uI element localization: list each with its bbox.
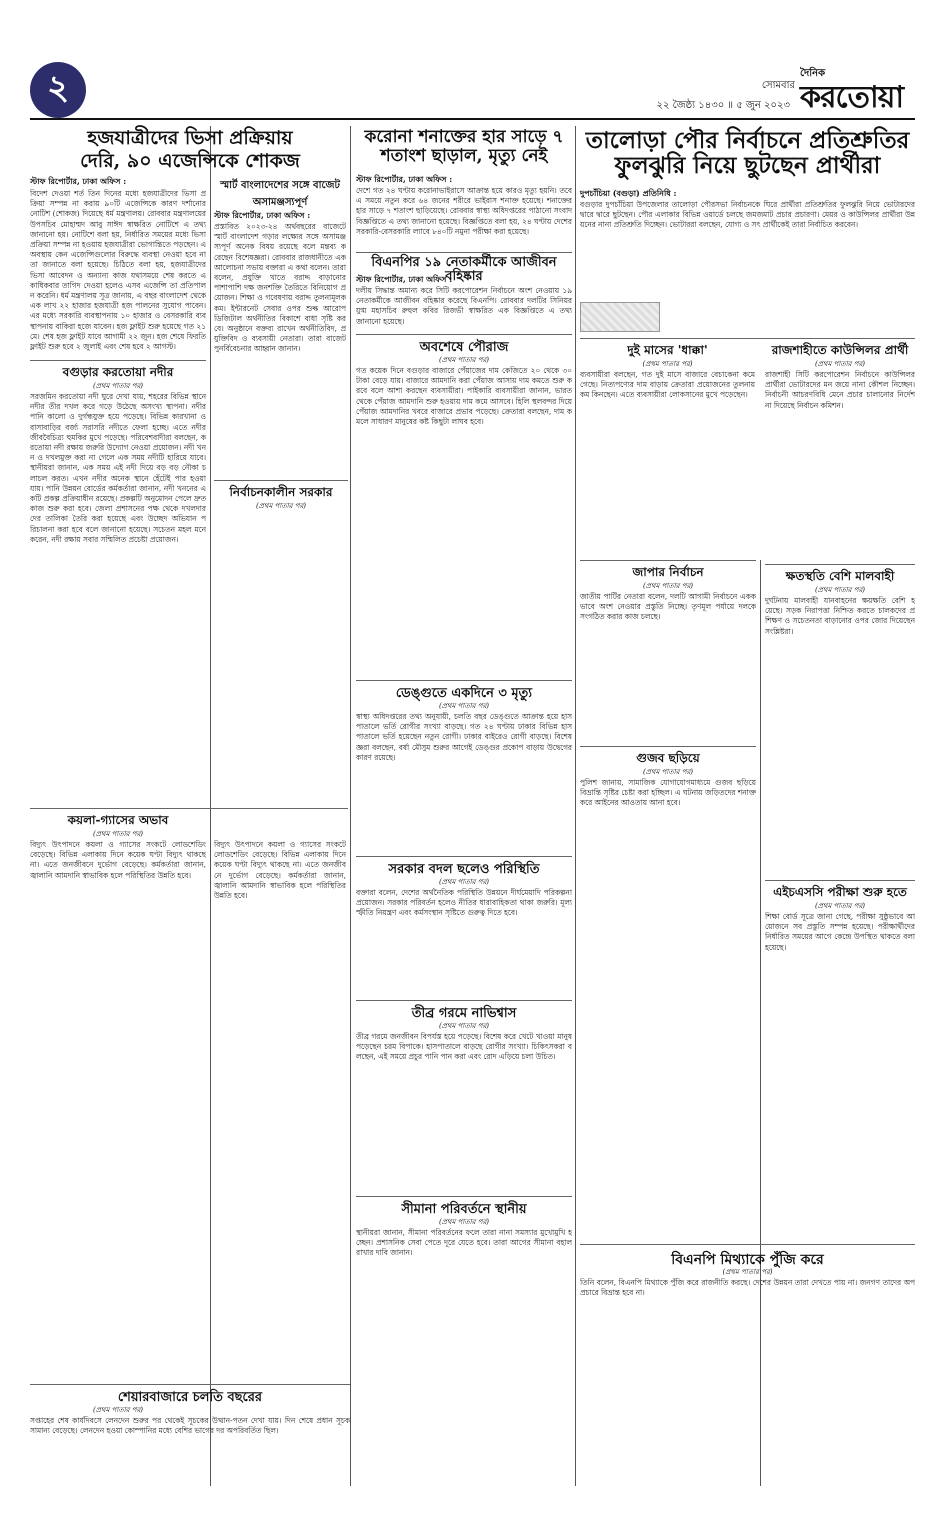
hajj-article (30, 176, 206, 369)
tibro-body: তীব্র গরমে জনজীবন বিপর্যস্ত হয়ে পড়েছে। বিশেষ করে খেটে খাওয়া মানুষ পড়েছেন চরম বিপাকে। হাসপাতালে বাড়ছে রোগীর সংখ্যা। চিকিৎসকরা বলছেন, এই সময়ে প্রচুর পানি পান করা এবং রোদ এড়িয়ে চলা উচিত। (356, 1032, 572, 1062)
divider (356, 1000, 572, 1001)
gujob-body: পুলিশ জানায়, সামাজিক যোগাযোগমাধ্যমে গুজব ছড়িয়ে বিভ্রান্তি সৃষ্টির চেষ্টা করা হচ্ছিল। এ ঘটনায় জড়িতদের শনাক্ত করে আইনের আওতায় আনা হবে। (580, 778, 756, 808)
bnp-byline: স্টাফ রিপোর্টার, ঢাকা অফিস : (356, 274, 453, 284)
brand-small: দৈনিক (800, 68, 826, 79)
nirbachon-continued: (প্রথম পাতার পর) (255, 502, 307, 510)
obosheshe-body: গত কয়েক দিনে বগুড়ার বাজারে পেঁয়াজের দাম কেজিতে ২০ থেকে ৩০ টাকা বেড়ে যায়। বাজারে আমদানি করা পেঁয়াজ আসায় দাম কমতে শুরু করবে বলে আশা করছেন ব্যবসায়ীরা। পাইকারি ব্যবসায়ীরা জানান, ভারত থেকে পেঁয়াজ আমদানি শুরু হওয়ায় দাম কমে আসবে। হিলি স্থলবন্দর দিয়ে পেঁয়াজ আমদানির খবরে বাজারে প্রভাব পড়েছে। ক্রেতারা বলছেন, দাম কমলে সাধারণ মানুষের কষ্ট কিছুটা লাঘব হবে। (356, 366, 572, 427)
bnp-body: দলীয় সিদ্ধান্ত অমান্য করে সিটি করপোরেশন নির্বাচনে অংশ নেওয়ায় ১৯ নেতাকর্মীকে আজীবন বহিষ্কার করেছে বিএনপি। রোববার দলটির সিনিয়র যুগ্ম মহাসচিব রুহুল কবির রিজভী স্বাক্ষরিত এক বিজ্ঞপ্তিতে এ তথ্য জানানো হয়েছে। (356, 286, 572, 326)
rajshahi-body: রাজশাহী সিটি করপোরেশন নির্বাচনে কাউন্সিলর প্রার্থীরা ভোটারদের মন জয়ে নানা কৌশল নিচ্ছেন। নির্বাচনী আচরণবিধি মেনে প্রচার চালানোর নির্দেশনা দিয়েছে নির্বাচন কমিশন। (765, 370, 915, 410)
brand-big: করতোয়া (800, 80, 904, 115)
column-rule (350, 126, 351, 1486)
hajj-headline-1: হজযাত্রীদের ভিসা প্রক্রিয়ায় (87, 127, 293, 149)
hsc-continued: (প্রথম পাতার পর) (814, 902, 866, 910)
top-margin (0, 0, 945, 12)
talora-headline: তালোড়া পৌর নির্বাচনে প্রতিশ্রুতির ফুলঝুরি নিয়ে ছুটছেন প্রার্থীরা (585, 127, 910, 180)
corona-byline: স্টাফ রিপোর্টার, ঢাকা অফিস : (356, 174, 453, 184)
japor-body: জাতীয় পার্টির নেতারা বলেন, দলটি আগামী নির্বাচনে এককভাবে অংশ নেওয়ার প্রস্তুতি নিচ্ছে। তৃণমূল পর্যায়ে দলকে সংগঠিত করার কাজ চলছে। (580, 592, 756, 622)
hsc-body: শিক্ষা বোর্ড সূত্রে জানা গেছে, পরীক্ষা সুষ্ঠুভাবে আয়োজনে সব প্রস্তুতি সম্পন্ন হয়েছে। পরীক্ষার্থীদের নির্ধারিত সময়ের আগে কেন্দ্রে উপস্থিত থাকতে বলা হয়েছে। (765, 912, 915, 952)
obosheshe-headline: অবশেষে পৌরাজ (419, 340, 509, 355)
divider (356, 1196, 572, 1197)
dui-mas-continued: (প্রথম পাতার পর) (642, 360, 693, 368)
obosheshe-continued: (প্রথম পাতার পর) (438, 356, 490, 364)
rajshahi-continued: (প্রথম পাতার পর) (814, 360, 866, 368)
mittha-continued: (প্রথম পাতার পর) (722, 1268, 773, 1276)
khoto-headline: ক্ষতস্থতি বেশি মালবাহী (785, 569, 895, 583)
koyla-body-2: বিদ্যুৎ উৎপাদনে কয়লা ও গ্যাসের সংকটে লোডশেডিং বেড়েছে। বিভিন্ন এলাকায় দিনে কয়েক ঘণ্টা বিদ্যুৎ থাকছে না। এতে জনজীবনে দুর্ভোগ বেড়েছে। কর্মকর্তারা জানান, জ্বালানি আমদানি স্বাভাবিক হলে পরিস্থিতির উন্নতি হবে। (214, 840, 346, 901)
gujob-headline: গুজব ছড়িয়ে (636, 751, 700, 765)
news-photo (580, 302, 660, 332)
japor-headline: জাপার নির্বাচন (632, 565, 704, 579)
sarkar-headline: সরকার বদল ছলেও পরিস্থিতি (388, 862, 540, 877)
masthead-rule (30, 118, 915, 120)
share-body: সপ্তাহের শেষ কার্যদিবসে লেনদেন শুরুর পর থেকেই সূচকের উত্থান-পতন দেখা যায়। দিন শেষে প্রধান সূচক সামান্য বেড়েছে। লেনদেন হওয়া কোম্পানির মধ্যে বেশির ভাগের দর অপরিবর্তিত ছিল। (30, 1416, 350, 1436)
mittha-body: তিনি বলেন, বিএনপি মিথ্যাকে পুঁজি করে রাজনীতি করছে। দেশের উন্নয়ন তারা দেখতে পায় না। জনগণ তাদের অপপ্রচারে বিভ্রান্ত হবে না। (580, 1278, 915, 1298)
corona-body: দেশে গত ২৪ ঘণ্টায় করোনাভাইরাসে আক্রান্ত হয়ে কারও মৃত্যু হয়নি। তবে এ সময়ে নতুন করে ৬৪ জনের শরীরে ভাইরাস শনাক্ত হয়েছে। শনাক্তের হার সাড়ে ৭ শতাংশ ছাড়িয়েছে। রোববার স্বাস্থ্য অধিদপ্তরের পাঠানো সংবাদ বিজ্ঞপ্তিতে এ তথ্য জানানো হয়েছে। বিজ্ঞপ্তিতে বলা হয়, ২৪ ঘণ্টায় দেশের সরকারি-বেসরকারি ল্যাবে ৮৪০টি নমুনা পরীক্ষা করা হয়েছে। (356, 186, 572, 236)
khoto-continued: (প্রথম পাতার পর) (814, 586, 866, 594)
simana-continued: (প্রথম পাতার পর) (438, 1218, 490, 1226)
talora-body: বগুড়ার দুপচাঁচিয়া উপজেলার তালোড়া পৌরসভা নির্বাচনকে ঘিরে প্রার্থীরা প্রতিশ্রুতির ফুলঝুরি নিয়ে ভোটারদের দ্বারে দ্বারে ছুটছেন। পৌর এলাকার বিভিন্ন ওয়ার্ডে চলছে জমজমাট প্রচার প্রচারণা। মেয়র ও কাউন্সিলর প্রার্থীরা উন্নয়নের নানা প্রতিশ্রুতি দিচ্ছেন। ভোটাররা বলছেন, যোগ্য ও সৎ প্রার্থীকেই তারা নির্বাচিত করবেন। (580, 200, 915, 230)
dengue-body: স্বাস্থ্য অধিদপ্তরের তথ্য অনুযায়ী, চলতি বছর ডেঙ্গুতে আক্রান্ত হয়ে হাসপাতালে ভর্তি রোগীর সংখ্যা বাড়ছে। গত ২৪ ঘণ্টায় ঢাকার বিভিন্ন হাসপাতালে ভর্তি হয়েছেন নতুন রোগী। ঢাকার বাইরেও রোগী বাড়ছে। বিশেষজ্ঞরা বলছেন, বর্ষা মৌসুম শুরুর আগেই ডেঙ্গুর প্রকোপ বাড়ায় উদ্বেগের কারণ রয়েছে। (356, 712, 572, 762)
divider (356, 856, 572, 857)
column-rule (210, 126, 211, 1486)
gujob-continued: (প্রথম পাতার পর) (642, 768, 694, 776)
dui-mas-body: ব্যবসায়ীরা বলছেন, গত দুই মাসে বাজারে বেচাকেনা কমে গেছে। নিত্যপণ্যের দাম বাড়ায় ক্রেতারা প্রয়োজনের তুলনায় কম কিনছেন। এতে ব্যবসায়ীরা লোকসানের মুখে পড়েছেন। (580, 370, 755, 400)
hsc-headline: এইচএসসি পরীক্ষা শুরু হতে (773, 885, 907, 899)
divider (580, 338, 915, 339)
smart-byline: স্টাফ রিপোর্টার, ঢাকা অফিস : (214, 210, 311, 220)
dengue-continued: (প্রথম পাতার পর) (438, 702, 490, 710)
sarkar-continued: (প্রথম পাতার পর) (438, 878, 490, 886)
koyla-body: বিদ্যুৎ উৎপাদনে কয়লা ও গ্যাসের সংকটে লোডশেডিং বেড়েছে। বিভিন্ন এলাকায় দিনে কয়েক ঘণ্টা বিদ্যুৎ থাকছে না। এতে জনজীবনে দুর্ভোগ বেড়েছে। কর্মকর্তারা জানান, জ্বালানি আমদানি স্বাভাবিক হলে পরিস্থিতির উন্নতি হবে। (30, 840, 206, 880)
divider (356, 334, 572, 335)
hajj-headline-2: দেরি, ৯০ এজেন্সিকে শোকজ (80, 150, 300, 172)
tibro-headline: তীব্র গরমে নাভিশ্বাস (411, 1006, 517, 1021)
divider (30, 1384, 350, 1385)
date-line: ২২ জৈষ্ঠ্য ১৪৩০ ॥ ৫ জুন ২০২৩ (656, 100, 790, 111)
divider (765, 880, 915, 881)
bnp-headline: বিএনপির ১৯ নেতাকর্মীকে আজীবন বহিষ্কার (371, 255, 557, 285)
sarkar-body: বক্তারা বলেন, দেশের অর্থনৈতিক পরিস্থিতি উন্নয়নে দীর্ঘমেয়াদি পরিকল্পনা প্রয়োজন। সরকার পরিবর্তন হলেও নীতির ধারাবাহিকতা থাকা জরুরি। মূল্যস্ফীতি নিয়ন্ত্রণ এবং কর্মসংস্থান সৃষ্টিতে গুরুত্ব দিতে হবে। (356, 888, 572, 918)
khoto-body: দুর্ঘটনায় মালবাহী যানবাহনের ক্ষয়ক্ষতি বেশি হয়েছে। সড়ক নিরাপত্তা নিশ্চিত করতে চালকদের প্রশিক্ষণ ও সচেতনতা বাড়ানোর ওপর জোর দিয়েছেন সংশ্লিষ্টরা। (765, 596, 915, 636)
karatoya-body: সরজমিন করতোয়া নদী ঘুরে দেখা যায়, শহরের বিভিন্ন স্থানে নদীর তীর দখল করে গড়ে উঠেছে অসংখ্য স্থাপনা। নদীর পানি কালো ও দুর্গন্ধযুক্ত হয়ে পড়েছে। বিভিন্ন কারখানা ও বাসাবাড়ির বর্জ্য সরাসরি নদীতে ফেলা হচ্ছে। এতে নদীর জীববৈচিত্র্য হুমকির মুখে পড়েছে। পরিবেশবাদীরা বলছেন, করতোয়া নদী রক্ষায় জরুরি উদ্যোগ নেওয়া প্রয়োজন। নদী খনন ও দখলমুক্ত করা না গেলে এক সময় নদীটি হারিয়ে যাবে। স্থানীয়রা জানান, এক সময় এই নদী দিয়ে বড় বড় নৌকা চলাচল করত। এখন নদীর অনেক স্থানে হেঁটেই পার হওয়া যায়। পানি উন্নয়ন বোর্ডের কর্মকর্তারা জানান, নদী খননের একটি প্রকল্প প্রক্রিয়াধীন রয়েছে। প্রকল্পটি অনুমোদন পেলে দ্রুত কাজ শুরু করা হবে। জেলা প্রশাসনের পক্ষ থেকে দখলদারদের তালিকা তৈরি করা হয়েছে এবং উচ্ছেদ অভিযান পরিচালনা করা হবে বলে জানানো হয়েছে। সচেতন মহল মনে করেন, নদী রক্ষায় সবার সম্মিলিত প্রচেষ্টা প্রয়োজন। (30, 392, 206, 544)
corona-headline: করোনা শনাক্তের হার সাড়ে ৭ শতাংশ ছাড়াল, মৃত্যু নেই (364, 127, 564, 166)
newspaper-logo (800, 66, 916, 114)
divider (356, 680, 572, 681)
nirbachon-headline: নির্বাচনকালীন সরকার (229, 485, 333, 499)
rajshahi-headline: রাজশাহীতে কাউন্সিলর প্রার্থী (771, 343, 909, 357)
karatoya-headline: বগুড়ার করতোয়া নদীর (62, 365, 174, 379)
talora-byline: দুপচাঁচিয়া (বগুড়া) প্রতিনিধি : (580, 188, 677, 198)
divider (580, 560, 756, 561)
karatoya-continued: (প্রথম পাতার পর) (92, 382, 144, 390)
page-number: ২ (30, 62, 86, 118)
simana-headline: সীমানা পরিবর্তনে স্থানীয় (401, 1202, 527, 1217)
dui-mas-headline: দুই মাসের 'ধাক্কা' (627, 343, 708, 357)
day-name: সোমবার (761, 80, 795, 91)
koyla-continued: (প্রথম পাতার পর) (92, 830, 144, 838)
simana-body: স্থানীয়রা জানান, সীমানা পরিবর্তনের ফলে তারা নানা সমস্যার মুখোমুখি হচ্ছেন। প্রশাসনিক সেবা পেতে দূরে যেতে হবে। তারা আগের সীমানা বহাল রাখার দাবি জানান। (356, 1228, 572, 1258)
divider (580, 746, 756, 747)
mittha-headline: বিএনপি মিথ্যাকে পুঁজি করে (671, 1252, 824, 1268)
hajj-body: বিদেশ দেওয়া শর্ত তিন দিনের মধ্যে হজযাত্রীদের ভিসা প্রক্রিয়া সম্পন্ন না করায় ৯০টি এজেন্সিকে কারণ দর্শানোর নোটিশ (শোকজ) দিয়েছে ধর্ম মন্ত্রণালয়। রোববার মন্ত্রণালয়ের উপসচিব মোহাম্মদ আবু সাঈদ স্বাক্ষরিত নোটিশে এ তথ্য জানানো হয়। নোটিশে বলা হয়, নির্ধারিত সময়ের মধ্যে ভিসা প্রক্রিয়া সম্পন্ন না হওয়ায় হজযাত্রীরা ভোগান্তিতে পড়ছেন। এ অবস্থায় কেন এজেন্সিগুলোর বিরুদ্ধে ব্যবস্থা নেওয়া হবে না তা জানাতে বলা হয়েছে। চিঠিতে বলা হয়, হজযাত্রীদের ভিসা আবেদন ও অন্যান্য কাজ যথাসময়ে শেষ করতে একাধিকবার তাগিদ দেওয়া হলেও এসব এজেন্সি তা প্রতিপালন করেনি। ধর্ম মন্ত্রণালয় সূত্র জানায়, এ বছর বাংলাদেশ থেকে এক লাখ ২২ হাজার হজযাত্রী হজ পালনের সুযোগ পাবেন। এর মধ্যে সরকারি ব্যবস্থাপনায় ১০ হাজার ও বেসরকারি ব্যবস্থাপনায় বাকিরা হজে যাবেন। হজ ফ্লাইট শুরু হয়েছে গত ২১ মে। শেষ হজ ফ্লাইট যাবে আগামী ২২ জুন। হজ শেষে ফিরতি ফ্লাইট শুরু হবে ২ জুলাই এবং শেষ হবে ২ আগস্ট। (30, 189, 206, 352)
divider (30, 360, 206, 361)
divider (765, 564, 915, 565)
hajj-byline: স্টাফ রিপোর্টার, ঢাকা অফিস : (30, 176, 127, 186)
divider (30, 808, 348, 809)
dengue-headline: ডেঙ্গুতে একদিনে ৩ মৃত্যু (395, 686, 533, 701)
japor-continued: (প্রথম পাতার পর) (642, 582, 694, 590)
koyla-headline: কয়লা-গ্যাসের অভাব (67, 813, 169, 827)
share-headline: শেয়ারবাজারে চলতি বছরের (117, 1390, 263, 1405)
smart-body: প্রস্তাবিত ২০২৩-২৪ অর্থবছরের বাজেটে স্মার্ট বাংলাদেশ গড়ার লক্ষ্যের সঙ্গে অসামঞ্জস্যপূর্ণ অনেক বিষয় রয়েছে বলে মন্তব্য করেছেন বিশেষজ্ঞরা। রোববার রাজধানীতে এক আলোচনা সভায় বক্তারা এ কথা বলেন। তারা বলেন, প্রযুক্তি খাতে বরাদ্দ বাড়ানোর পাশাপাশি দক্ষ জনশক্তি তৈরিতে বিনিয়োগ প্রয়োজন। শিক্ষা ও গবেষণায় বরাদ্দ তুলনামূলক কম। ইন্টারনেট সেবার ওপর শুল্ক আরোপ ডিজিটাল অর্থনীতির বিকাশে বাধা সৃষ্টি করবে। অনুষ্ঠানে বক্তব্য রাখেন অর্থনীতিবিদ, প্রযুক্তিবিদ ও ব্যবসায়ী নেতারা। তারা বাজেট পুনর্বিবেচনার আহ্বান জানান। (214, 222, 346, 354)
tibro-continued: (প্রথম পাতার পর) (438, 1022, 490, 1030)
divider (580, 1244, 915, 1245)
divider (214, 480, 348, 481)
divider (356, 252, 572, 253)
column-rule (575, 126, 576, 1486)
share-continued: (প্রথম পাতার পর) (92, 1406, 144, 1414)
smart-headline: স্মার্ট বাংলাদেশের সঙ্গে বাজেট অসামঞ্জস্যপূর্ণ (220, 180, 340, 208)
